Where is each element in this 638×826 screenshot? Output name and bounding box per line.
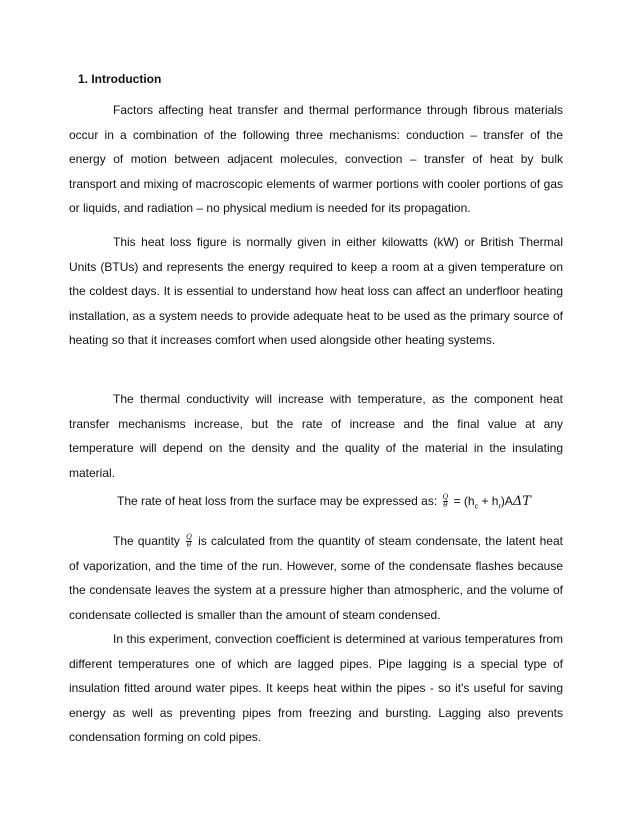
section-heading: 1. Introduction (78, 72, 162, 86)
equation-intro-text: The rate of heat loss from the surface may be expressed as: (117, 494, 438, 508)
paragraph-quantity (69, 529, 563, 627)
subscript-r: r (498, 503, 501, 511)
subscript-c: c (474, 503, 479, 511)
delta-t: ΔT (512, 494, 531, 509)
fraction-numerator-inline: Q (186, 533, 192, 542)
q-over-theta-fraction-inline (186, 534, 192, 549)
fraction-numerator: Q (442, 493, 449, 502)
fraction-denominator-inline: θ (186, 541, 192, 550)
quantity-lead-text: The quantity (113, 534, 180, 548)
q-over-theta-fraction (443, 494, 449, 509)
paragraph-heat-loss: This heat loss figure is normally given in either kilowatts (kW) or British Thermal Units (BTUs) and represents the energy required to keep a room at a given temperature on the coldest days. It is essential to understand how heat loss can affect an underfloor heating installation, as a system needs to provide adequate heat to be used as the primary source of heating so that it increases comfort when used alongside other heating systems. (69, 235, 563, 347)
fraction-denominator: θ (443, 501, 448, 510)
paragraph-experiment: In this experiment, convection coefficient is determined at various temperatures from different temperatures one of which are lagged pipes. Pipe lagging is a special type of insulation fitted around water pipes. It keeps heat within the pipes - so it's useful for saving energy as well as preventing pipes from freezing and bursting. Lagging also prevents condensation forming on cold pipes. (69, 632, 563, 744)
paragraph-thermal-conductivity: The thermal conductivity will increase with temperature, as the component heat transfer mechanisms increase, but the rate of increase and the final value at any temperature will depend on the density and the quality of the material in the insulating material. (69, 392, 563, 480)
paragraph-mechanisms: Factors affecting heat transfer and thermal performance through fibrous materials occur in a combination of the following three mechanisms: conduction – transfer of the energy of motion between adjacent molecules, convection – transfer of heat by bulk transport and mixing of macroscopic elements of warmer portions with cooler portions of gas or liquids, and radiation – no physical medium is needed for its propagation. (69, 103, 563, 215)
equation-equals: = (h (450, 494, 475, 508)
quantity-body-text: is calculated from the quantity of steam condensate, the latent heat of vaporization, and the time of the run. However, some of the condensate flashes because the condensate leaves the system at a pressure higher than atmospheric, and the volume of condensate collected is smaller than the amount of steam condensed. (69, 534, 563, 622)
equation-close: )A (500, 494, 513, 508)
paragraph-heat-loss-equation (69, 489, 611, 520)
equation-plus: + h (478, 494, 499, 508)
